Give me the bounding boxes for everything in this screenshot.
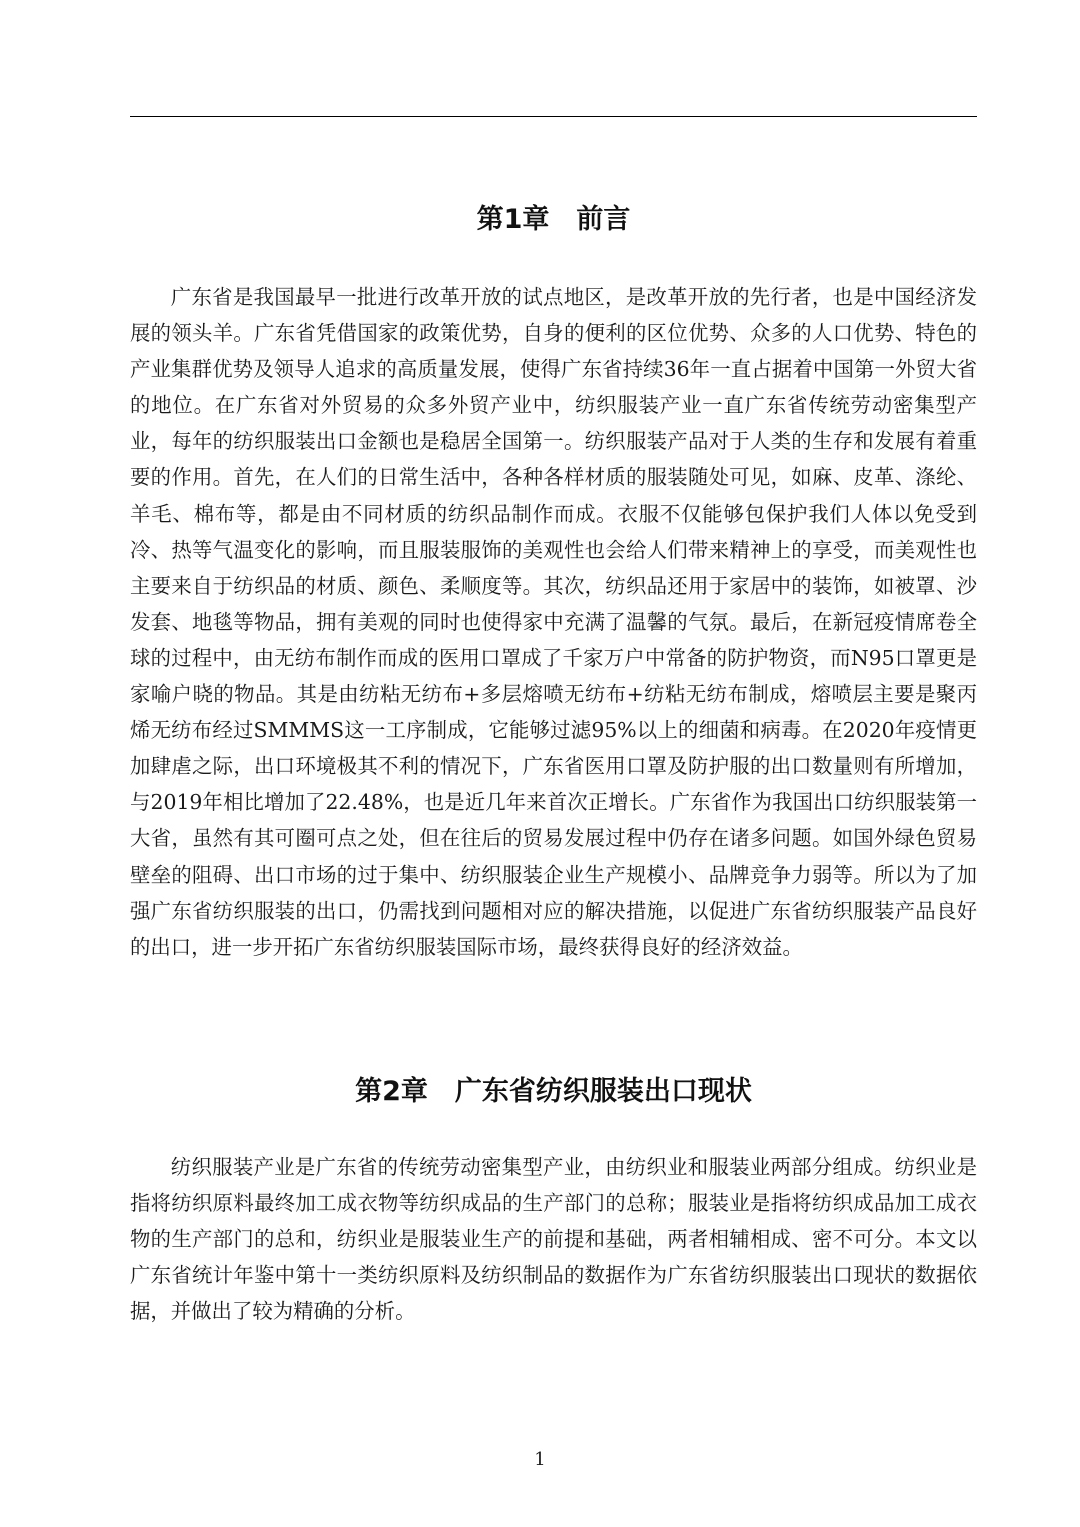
chapter-1-title: 第1章 前言 <box>476 204 631 235</box>
page-number: 1 <box>534 1449 546 1470</box>
chapter-2-title: 第2章 广东省纺织服装出口现状 <box>355 1076 752 1107</box>
header-rule <box>130 116 977 117</box>
chapter-1-paragraph: 广东省是我国最早一批进行改革开放的试点地区，是改革开放的先行者，也是中国经济发展的领头羊。广东省凭借国家的政策优势，自身的便利的区位优势、众多的人口优势、特色的产业集群优势及领导人追求的高质量发展，使得广东省持续36年一直占据着中国第一外贸大省的地位。在广东省对外贸易的众多外贸产业中，纺织服装产业一直广东省传统劳动密集型产业，每年的纺织服装出口金额也是稳居全国第一。纺织服装产品对于人类的生存和发展有着重要的作用。首先，在人们的日常生活中，各种各样材质的服装随处可见，如麻、皮革、涤纶、羊毛、棉布等，都是由不同材质的纺织品制作而成。衣服不仅能够包保护我们人体以免受到冷、热等气温变化的影响，而且服装服饰的美观性也会给人们带来精神上的享受，而美观性也主要来自于纺织品的材质、颜色、柔顺度等。其次，纺织品还用于家居中的装饰，如被罩、沙发套、地毯等物品，拥有美观的同时也使得家中充满了温馨的气氛。最后，在新冠疫情席卷全球的过程中，由无纺布制作而成的医用口罩成了千家万户中常备的防护物资，而N95口罩更是家喻户晓的物品。其是由纺粘无纺布+多层熔喷无纺布+纺粘无纺布制成，熔喷层主要是聚丙烯无纺布经过SMMMS这一工序制成，它能够过滤95%以上的细菌和病毒。在2020年疫情更加肆虐之际，出口环境极其不利的情况下，广东省医用口罩及防护服的出口数量则有所增加，与2019年相比增加了22.48%，也是近几年来首次正增长。广东省作为我国出口纺织服装第一大省，虽然有其可圈可点之处，但在往后的贸易发展过程中仍存在诸多问题。如国外绿色贸易壁垒的阻碍、出口市场的过于集中、纺织服装企业生产规模小、品牌竞争力弱等。所以为了加强广东省纺织服装的出口，仍需找到问题相对应的解决措施，以促进广东省纺织服装产品良好的出口，进一步开拓广东省纺织服装国际市场，最终获得良好的经济效益。 <box>130 285 977 959</box>
chapter-2-paragraph: 纺织服装产业是广东省的传统劳动密集型产业，由纺织业和服装业两部分组成。纺织业是指将纺织原料最终加工成衣物等纺织成品的生产部门的总称；服装业是指将纺织成品加工成衣物的生产部门的总和，纺织业是服装业生产的前提和基础，两者相辅相成、密不可分。本文以广东省统计年鉴中第十一类纺织原料及纺织制品的数据作为广东省纺织服装出口现状的数据依据，并做出了较为精确的分析。 <box>130 1155 977 1324</box>
